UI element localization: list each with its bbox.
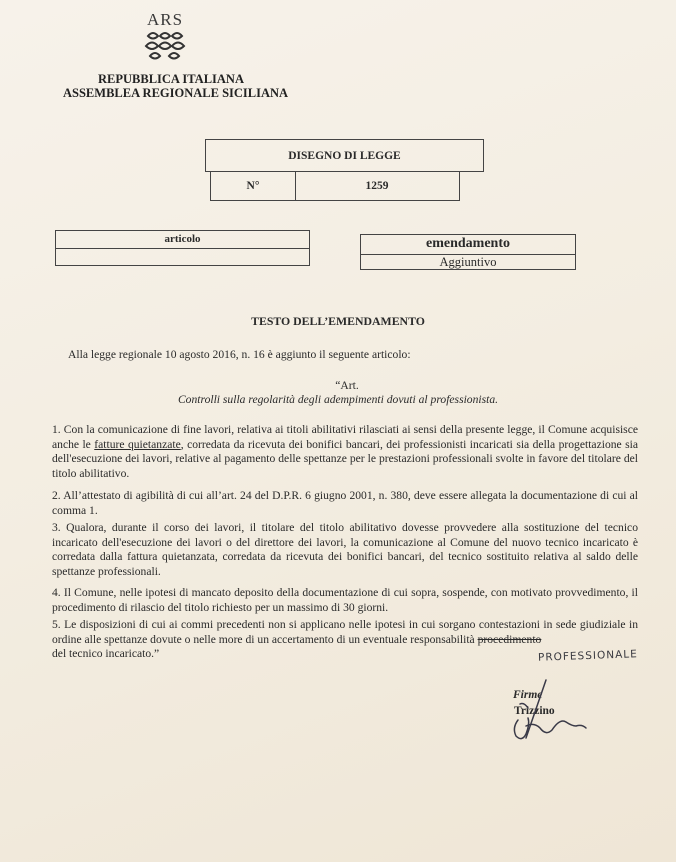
paragraph-1-underlined: fatture quietanzate [94, 437, 181, 451]
article-box [55, 230, 310, 266]
section-title: TESTO DELL’EMENDAMENTO [251, 314, 425, 328]
paragraph-3: 3. Qualora, durante il corso dei lavori, il titolare del titolo abilitativo dovesse provvedere alla sostituzione del tecnico incaricato dell'esecuzione dei lavori o del direttore dei lavori, la comunicazione al Comune del nuovo tecnico incaricato è corredata dalla fattura quietanzata, corredata da ricevuta dei bonifici bancari, del tecnico sostituito relativa al saldo delle spettanze professionali. [52, 521, 638, 578]
article-label: articolo [164, 233, 201, 245]
amendment-box [360, 234, 576, 270]
bill-title-box [205, 139, 484, 172]
paragraph-5-text-a: 5. Le disposizioni di cui ai commi precedenti non si applicano nelle ipotesi in cui sorgano contestazioni in sede giudiziale in ordine alle spettanze dovute o nelle more di un accertamento di un eventuale responsabilità [52, 618, 638, 646]
paragraph-5-text-b: del tecnico incaricato.” [52, 647, 160, 661]
intro-text: Alla legge regionale 10 agosto 2016, n. 16 è aggiunto il seguente articolo: [68, 348, 411, 361]
paragraph-1 [52, 423, 638, 481]
bill-number: 1259 [365, 180, 389, 192]
amendment-label: emendamento [426, 236, 510, 251]
assembly-heading: ASSEMBLEA REGIONALE SICILIANA [63, 86, 289, 100]
article-heading: “Art. [335, 379, 359, 392]
paragraph-1-text-a: 1. Con la comunicazione di fine lavori, relativa ai titoli abilitativi rilasciati ai sensi della presente legge, il Comune acquisisce anche le [52, 423, 638, 451]
paragraph-5-struck-word: procedimento [477, 632, 542, 646]
bill-number-row [210, 171, 460, 201]
bill-number-label: N° [246, 180, 260, 192]
article-subtitle: Controlli sulla regolarità degli adempimenti dovuti al professionista. [177, 393, 499, 406]
ars-logo-icon [142, 28, 188, 62]
bill-title: DISEGNO DI LEGGE [288, 150, 401, 162]
signature-label: Firme [513, 689, 543, 701]
signature-name: Trizzino [514, 705, 555, 717]
paragraph-2: 2. All’attestato di agibilità di cui all’art. 24 del D.P.R. 6 giugno 2001, n. 380, deve essere allegata la documentazione di cui al comma 1. [52, 489, 638, 517]
signature-scribble-icon [496, 676, 596, 756]
republic-heading: REPUBBLICA ITALIANA [98, 72, 244, 86]
amendment-type: Aggiuntivo [439, 255, 497, 269]
paragraph-1-text-b: , corredata da ricevuta dei bonifici bancari, dei professionisti incaricati sia della progettazione sia dell'esecuzione dei lavori, relative al pagamento delle spettanze per le prestazioni professionali svolte in favore del titolare del titolo abilitativo. [52, 437, 638, 480]
paragraph-4: 4. Il Comune, nelle ipotesi di mancato deposito della documentazione di cui sopra, sospende, con motivato provvedimento, il procedimento di rilascio del titolo richiesto per un massimo di 30 giorni. [52, 586, 638, 614]
handwritten-insert: PROFESSIONALE [537, 648, 638, 664]
logo-text: ARS [146, 10, 184, 29]
